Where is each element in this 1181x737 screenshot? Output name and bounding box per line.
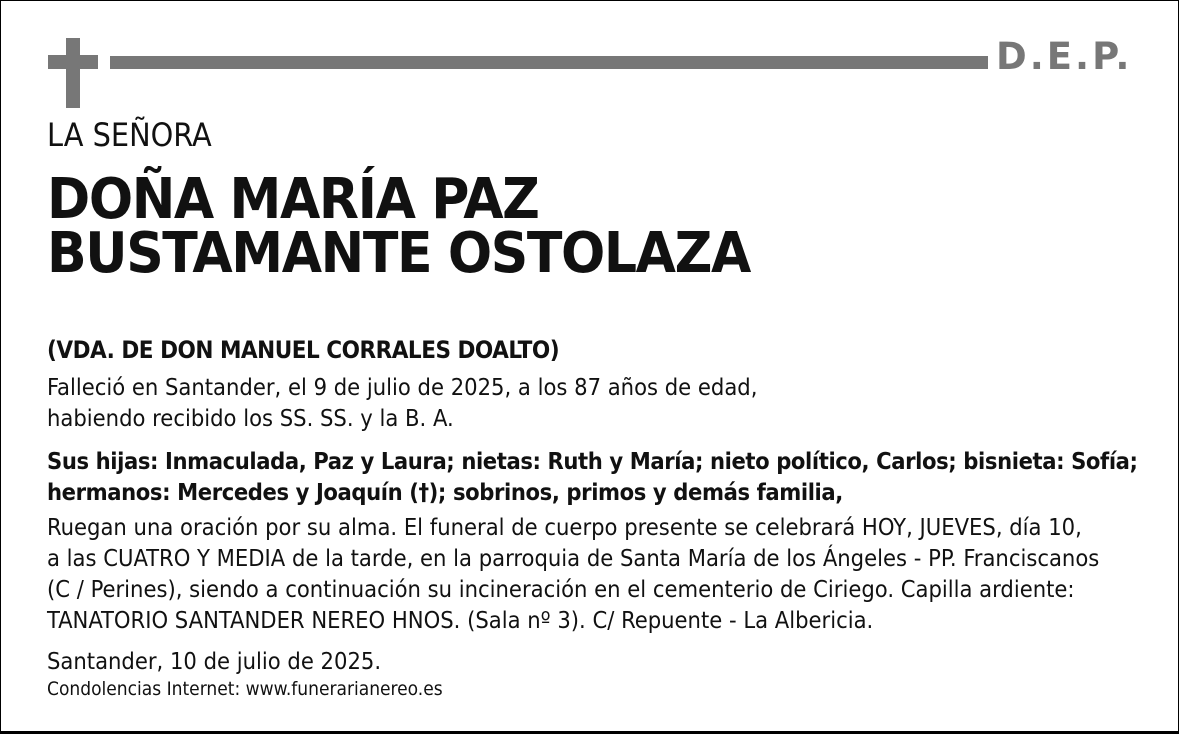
header-rule [110,56,988,69]
latin-cross-icon [48,38,98,108]
family-line-2: hermanos: Mercedes y Joaquín (†); sobrinos, primos y demás familia, [47,478,843,506]
service-line-1: Ruegan una oración por su alma. El funeral de cuerpo presente se celebrará HOY, JUEVES, día 10, [47,513,1082,541]
cross-vertical-bar [66,38,80,108]
place-date: Santander, 10 de julio de 2025. [47,647,382,675]
condolences-line: Condolencias Internet: www.funerarianereo.es [47,678,443,700]
death-info-line-1: Falleció en Santander, el 9 de julio de 2025, a los 87 años de edad, [47,373,758,401]
widow-of-line: (VDA. DE DON MANUEL CORRALES DOALTO) [47,336,560,364]
service-line-4: TANATORIO SANTANDER NEREO HNOS. (Sala nº 3). C/ Repuente - La Albericia. [47,606,874,634]
family-line-1: Sus hijas: Inmaculada, Paz y Laura; nietas: Ruth y María; nieto político, Carlos; bisnieta: Sofía; [47,447,1138,475]
death-info-line-2: habiendo recibido los SS. SS. y la B. A. [47,404,454,432]
cross-horizontal-bar [48,55,98,69]
deceased-name-line-1: DOÑA MARÍA PAZ [47,167,539,232]
dep-label: D.E.P. [996,35,1133,78]
service-line-2: a las CUATRO Y MEDIA de la tarde, en la parroquia de Santa María de los Ángeles - PP. Franciscanos [47,544,1100,572]
deceased-name-line-2: BUSTAMANTE OSTOLAZA [47,221,750,286]
title-prefix: LA SEÑORA [47,116,212,154]
service-line-3: (C / Perines), siendo a continuación su incineración en el cementerio de Ciriego. Capilla ardiente: [47,575,1075,603]
